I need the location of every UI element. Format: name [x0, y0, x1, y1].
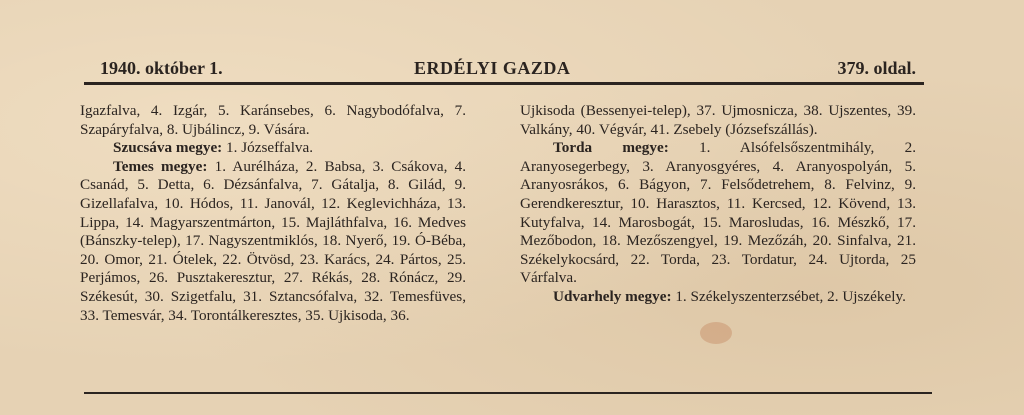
county-temes-paragraph [80, 158, 466, 325]
publication-title: ERDÉLYI GAZDA [414, 58, 571, 78]
county-szucsava-paragraph [80, 139, 466, 158]
left-intro-paragraph: Igazfalva, 4. Izgár, 5. Karánsebes, 6. Nagybodófalva, 7. Szapáryfalva, 8. Ujbálincz, 9. Vására. [80, 102, 466, 138]
county-name-szucsava: Szucsáva megye: [113, 139, 223, 157]
page-number: 379. oldal. [837, 58, 916, 78]
county-name-temes: Temes megye: [113, 157, 208, 175]
paper-stain [700, 322, 732, 344]
county-list-udvarhely: 1. Székelyszenterzsébet, 2. Ujszékely. [671, 287, 906, 305]
county-list-szucsava: 1. Józseffalva. [222, 139, 314, 157]
county-torda-paragraph [520, 139, 916, 288]
right-column [520, 102, 916, 307]
county-list-temes: 1. Aurélháza, 2. Babsa, 3. Csákova, 4. Csanád, 5. Detta, 6. Dézsánfalva, 7. Gátalja, 8. Gilád, 9. Gizellafalva, 10. Hódos, 11. Janovál, 12. Keglevichháza, 13. Lippa, 14. Magyarszentmárton, 15. Majláthfalva, 16. Medves (Bánszky-telep), 17. Nagyszentmiklós, 18. Nyerő, 19. Ó-Béba, 20. Omor, 21. Ótelek, 22. Ötvösd, 23. Karács, 24. Pártos, 25. Perjámos, 26. Pusztakeresztur, 27. Rékás, 28. Rónácz, 29. Székesút, 30. Szigetfalu, 31. Sztancsófalva, 32. Temesfüves, 33. Temesvár, 34. Torontálkeresztes, 35. Ujkisoda, 36. [80, 157, 466, 324]
footer-rule [84, 392, 932, 394]
county-udvarhely-paragraph [520, 288, 916, 307]
right-intro-paragraph: Ujkisoda (Bessenyei-telep), 37. Ujmosnicza, 38. Ujszentes, 39. Valkány, 40. Végvár, 41. Zsebely (Józsefszállás). [520, 102, 916, 138]
county-name-udvarhely: Udvarhely megye: [553, 287, 672, 305]
header-rule [84, 82, 924, 85]
page-header [84, 58, 924, 82]
county-name-torda: Torda megye: [553, 139, 669, 157]
left-column [80, 102, 466, 325]
issue-date: 1940. október 1. [100, 58, 223, 78]
county-list-torda: 1. Alsófelsőszentmihály, 2. Aranyosegerbegy, 3. Aranyosgyéres, 4. Aranyospolyán, 5. Aranyosrákos, 6. Bágyon, 7. Felsődetrehem, 8. Felvinz, 9. Gerendkeresztur, 10. Harasztos, 11. Kercsed, 12. Kövend, 13. Kutyfalva, 14. Marosbogát, 15. Marosludas, 16. Mészkő, 17. Mezőbodon, 18. Mezőszengyel, 19. Mezőzáh, 20. Sinfalva, 21. Székelykocsárd, 22. Torda, 23. Tordatur, 24. Ujtorda, 25 Várfalva. [520, 139, 916, 287]
